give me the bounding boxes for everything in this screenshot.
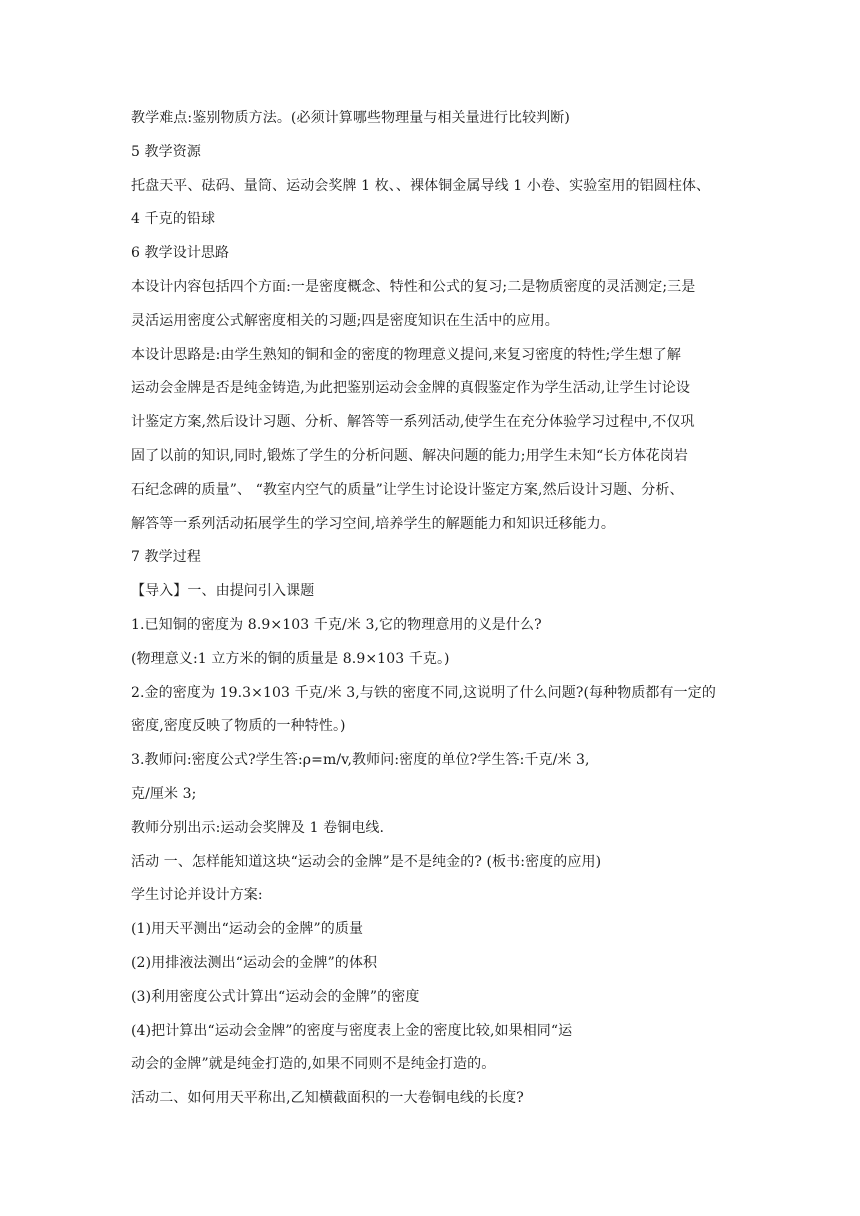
- text-line: 密度,密度反映了物质的一种特性。): [131, 718, 346, 735]
- text-line: 固了以前的知识,同时,锻炼了学生的分析问题、解决问题的能力;用学生未知“长方体花岗岩: [131, 447, 688, 464]
- text-line: 1.已知铜的密度为 8.9×103 千克/米 3,它的物理意用的义是什么?: [131, 616, 542, 633]
- text-line: 3.教师问:密度公式?学生答:ρ=m/v,教师问:密度的单位?学生答:千克/米 3,: [131, 752, 590, 769]
- text-line: 活动二、如何用天平称出,乙知横截面积的一大卷铜电线的长度?: [131, 1090, 524, 1107]
- text-line: 本设计内容包括四个方面:一是密度概念、特性和公式的复习;二是物质密度的灵活测定;三是: [131, 278, 696, 295]
- text-line: 【导入】一、由提问引入课题: [131, 583, 315, 600]
- list-item: (1)用天平测出“运动会的金牌”的质量: [131, 921, 364, 938]
- text-line: 解答等一系列活动拓展学生的学习空间,培养学生的解题能力和知识迁移能力。: [131, 515, 615, 532]
- text-line: 托盘天平、砝码、量筒、运动会奖牌 1 枚、、裸体铜金属导线 1 小卷、实验室用的铝圆柱体、: [131, 177, 711, 194]
- text-line: 运动会金牌是否是纯金铸造,为此把鉴别运动会金牌的真假鉴定作为学生活动,让学生讨论设: [131, 380, 690, 397]
- text-line: 教师分别出示:运动会奖牌及 1 卷铜电线.: [131, 819, 385, 836]
- text-line: 本设计思路是:由学生熟知的铜和金的密度的物理意义提问,来复习密度的特性;学生想了解: [131, 346, 681, 363]
- list-item: (4)把计算出“运动会金牌”的密度与密度表上金的密度比较,如果相同“运: [131, 1022, 573, 1039]
- section-heading: 7 教学过程: [131, 549, 201, 566]
- text-line: (物理意义:1 立方米的铜的质量是 8.9×103 千克。): [131, 650, 450, 667]
- text-line: 活动 一、怎样能知道这块“运动会的金牌”是不是纯金的? (板书:密度的应用): [131, 853, 602, 870]
- list-item: (2)用排液法测出“运动会的金牌”的体积: [131, 954, 378, 971]
- text-line: 动会的金牌”就是纯金打造的,如果不同则不是纯金打造的。: [131, 1056, 496, 1073]
- text-line: 灵活运用密度公式解密度相关的习题;四是密度知识在生活中的应用。: [131, 312, 559, 329]
- text-line: 教学难点:鉴别物质方法。(必须计算哪些物理量与相关量进行比较判断): [131, 110, 570, 126]
- section-heading: 6 教学设计思路: [131, 245, 230, 262]
- text-line: 4 千克的铅球: [131, 211, 216, 228]
- text-line: 计鉴定方案,然后设计习题、分析、解答等一系列活动,使学生在充分体验学习过程中,不仅巩: [131, 414, 695, 431]
- text-line: 2.金的密度为 19.3×103 千克/米 3,与铁的密度不同,这说明了什么问题?(每种物质都有一定的: [131, 684, 716, 701]
- list-item: (3)利用密度公式计算出“运动会的金牌”的密度: [131, 988, 420, 1005]
- document-body: [131, 109, 731, 1123]
- text-line: 学生讨论并设计方案:: [131, 887, 263, 904]
- section-heading: 5 教学资源: [131, 143, 201, 160]
- text-line: 石纪念碑的质量”、 “教室内空气的质量”让学生讨论设计鉴定方案,然后设计习题、分析、: [131, 481, 684, 498]
- text-line: 克/厘米 3;: [131, 785, 197, 802]
